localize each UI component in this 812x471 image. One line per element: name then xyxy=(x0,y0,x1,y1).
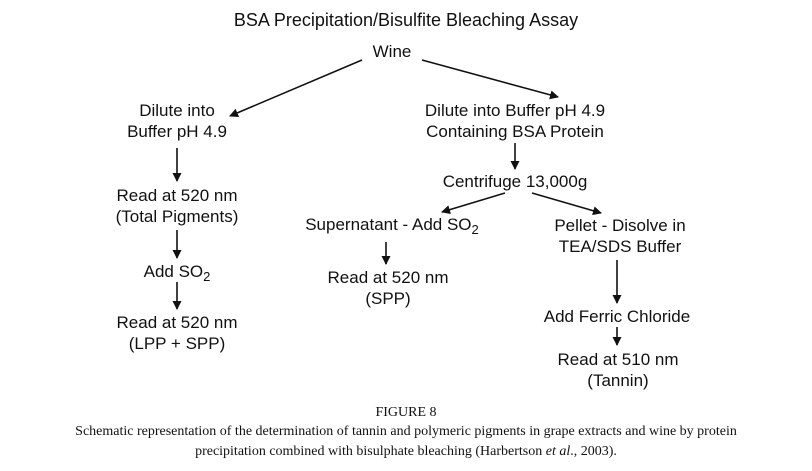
node-dilute-buffer-line2: Buffer pH 4.9 xyxy=(127,122,227,141)
node-read-lpp-spp-line1: Read at 520 nm xyxy=(116,313,238,332)
node-read-spp-line1: Read at 520 nm xyxy=(327,268,449,287)
arrow-centrifuge-to-supernatant xyxy=(442,193,505,212)
node-read-total-line1: Read at 520 nm xyxy=(116,186,238,205)
node-centrifuge xyxy=(430,171,600,192)
node-dilute-bsa-line2: Containing BSA Protein xyxy=(426,122,604,141)
node-add-so2 xyxy=(117,261,237,283)
node-centrifuge-text: Centrifuge 13,000g xyxy=(442,172,588,191)
arrow-wine-to-bsa xyxy=(422,60,558,97)
node-read-spp-line2: (SPP) xyxy=(365,289,411,308)
node-read-tannin-line1: Read at 510 nm xyxy=(557,350,679,369)
caption-text-italic: et al xyxy=(545,444,571,459)
node-read-tannin xyxy=(536,349,700,391)
figure-caption-line1: Schematic representation of the determination of tannin and polymeric pigments in grape extracts and wine by protein xyxy=(75,424,737,439)
node-read-total-line2: (Total Pigments) xyxy=(115,207,239,226)
arrow-centrifuge-to-pellet xyxy=(532,193,601,213)
node-add-so2-sub: 2 xyxy=(203,269,211,284)
node-read-lpp-spp-line2: (LPP + SPP) xyxy=(128,334,226,353)
node-supernatant-sub: 2 xyxy=(471,222,479,237)
node-read-tannin-line2: (Tannin) xyxy=(587,371,649,390)
diagram-title: BSA Precipitation/Bisulfite Bleaching Assay xyxy=(233,10,579,30)
node-pellet-line2: TEA/SDS Buffer xyxy=(558,237,682,256)
node-dilute-bsa xyxy=(390,100,640,142)
figure-label: FIGURE 8 xyxy=(375,405,437,420)
node-dilute-buffer xyxy=(100,100,254,142)
node-read-total xyxy=(95,185,259,227)
node-dilute-buffer-line1: Dilute into xyxy=(139,101,215,120)
figure-caption-line2 xyxy=(0,443,812,460)
node-pellet xyxy=(530,215,710,257)
node-ferric xyxy=(520,306,714,327)
node-read-spp xyxy=(306,267,470,309)
node-dilute-bsa-line1: Dilute into Buffer pH 4.9 xyxy=(424,101,606,120)
node-supernatant-text: Supernatant - Add SO xyxy=(305,215,472,234)
caption-text-b: ., 2003). xyxy=(570,444,617,459)
node-wine-text: Wine xyxy=(372,42,412,61)
node-wine xyxy=(342,41,442,62)
node-pellet-line1: Pellet - Disolve in xyxy=(554,216,686,235)
caption-text-a: precipitation combined with bisulphate bleaching (Harbertson xyxy=(195,444,546,459)
node-supernatant xyxy=(282,214,502,236)
node-ferric-text: Add Ferric Chloride xyxy=(543,307,691,326)
node-read-lpp-spp xyxy=(95,312,259,354)
node-add-so2-text: Add SO xyxy=(143,262,204,281)
